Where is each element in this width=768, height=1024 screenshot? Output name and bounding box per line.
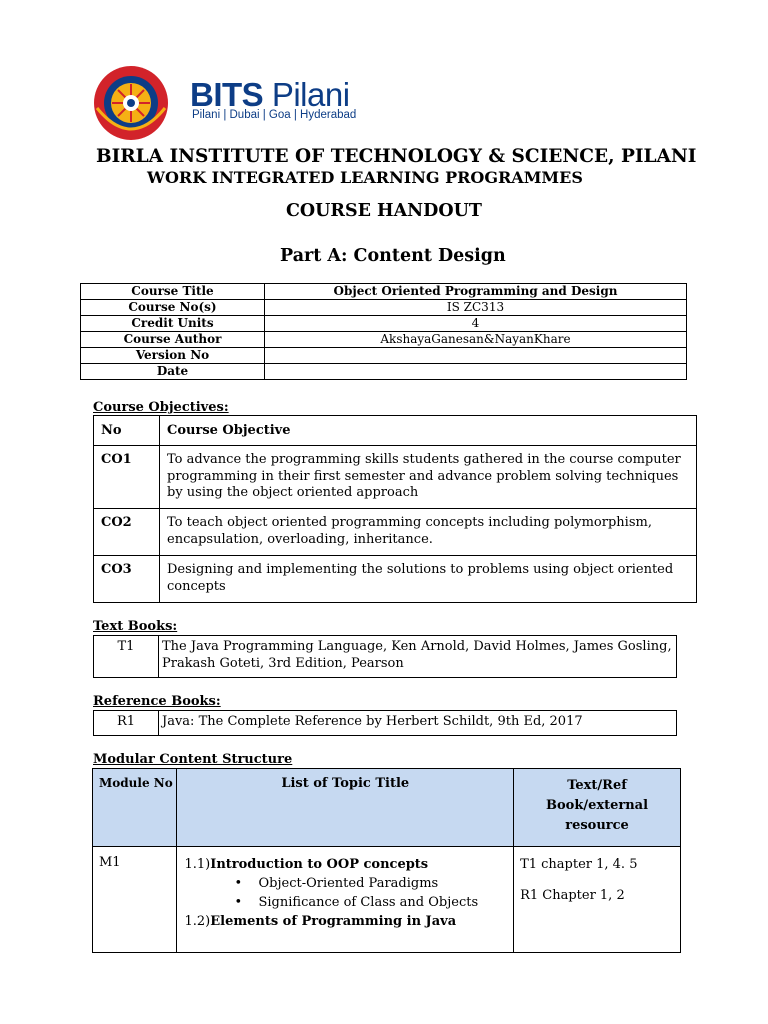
info-row — [81, 316, 687, 332]
info-row — [81, 364, 687, 380]
module-row — [93, 847, 681, 953]
reference-books-table — [93, 710, 677, 736]
info-key: Course No(s) — [81, 300, 265, 316]
objectives-label: Course Objectives: — [93, 400, 229, 415]
ref-item: R1 Chapter 1, 2 — [520, 888, 625, 903]
info-key: Credit Units — [81, 316, 265, 332]
book-code: T1 — [94, 636, 159, 678]
campus-list: Pilani | Dubai | Goa | Hyderabad — [192, 109, 357, 121]
objectives-table — [93, 415, 697, 603]
objective-row — [94, 509, 697, 556]
info-value: AkshayaGanesan&NayanKhare — [265, 332, 687, 348]
col-objective-header: Course Objective — [160, 416, 697, 446]
info-row — [81, 284, 687, 300]
module-no: M1 — [93, 847, 177, 953]
objectives-header-row — [94, 416, 697, 446]
topic-item: 1.1)Introduction to OOP concepts — [184, 857, 429, 872]
modules-table — [92, 768, 681, 953]
text-books-table — [93, 635, 677, 678]
info-value — [265, 348, 687, 364]
objective-code: CO2 — [94, 509, 160, 556]
col-module-header: Module No — [93, 769, 177, 847]
info-row — [81, 332, 687, 348]
text-books-label: Text Books: — [93, 619, 178, 634]
objective-code: CO1 — [94, 446, 160, 509]
bullet-icon: • — [234, 895, 243, 910]
subtopic-item: • Significance of Class and Objects — [234, 895, 479, 910]
reference-books-label: Reference Books: — [93, 694, 221, 709]
info-key: Date — [81, 364, 265, 380]
bits-emblem-logo — [91, 64, 186, 142]
objective-text: Designing and implementing the solutions to problems using object oriented concepts — [160, 556, 697, 603]
bits-pilani-wordmark: BITS Pilani — [190, 76, 350, 113]
programme-name: WORK INTEGRATED LEARNING PROGRAMMES — [147, 168, 583, 187]
objective-code: CO3 — [94, 556, 160, 603]
module-refs — [514, 847, 681, 953]
topic-title: Introduction to OOP concepts — [210, 857, 429, 872]
module-topics — [177, 847, 514, 953]
institute-name: BIRLA INSTITUTE OF TECHNOLOGY & SCIENCE, PILANI — [96, 146, 697, 167]
col-ref-header: Text/Ref Book/external resource — [514, 769, 681, 847]
objective-row — [94, 446, 697, 509]
info-value: IS ZC313 — [265, 300, 687, 316]
info-key: Version No — [81, 348, 265, 364]
col-topic-header: List of Topic Title — [177, 769, 514, 847]
objective-text: To teach object oriented programming concepts including polymorphism, encapsulation, overloading, inheritance. — [160, 509, 697, 556]
reference-book-row — [94, 711, 677, 736]
book-code: R1 — [94, 711, 159, 736]
info-value: 4 — [265, 316, 687, 332]
info-row — [81, 300, 687, 316]
book-text: Java: The Complete Reference by Herbert Schildt, 9th Ed, 2017 — [159, 711, 677, 736]
bullet-icon: • — [234, 876, 243, 891]
topic-list — [178, 855, 512, 931]
course-info-table — [80, 283, 687, 380]
book-text: The Java Programming Language, Ken Arnold, David Holmes, James Gosling, Prakash Goteti, 3rd Edition, Pearson — [159, 636, 677, 678]
ref-item: T1 chapter 1, 4. 5 — [520, 857, 638, 872]
modules-header-row — [93, 769, 681, 847]
document-title: COURSE HANDOUT — [286, 201, 482, 221]
objective-row — [94, 556, 697, 603]
info-key: Course Title — [81, 284, 265, 300]
col-no-header: No — [94, 416, 160, 446]
objective-text: To advance the programming skills students gathered in the course computer programming in their first semester and advance problem solving techniques by using the object oriented approach — [160, 446, 697, 509]
info-row — [81, 348, 687, 364]
subtopic-item: • Object-Oriented Paradigms — [234, 876, 439, 891]
topic-title: Elements of Programming in Java — [210, 914, 457, 929]
text-book-row — [94, 636, 677, 678]
info-key: Course Author — [81, 332, 265, 348]
modules-label: Modular Content Structure — [93, 752, 293, 767]
info-value — [265, 364, 687, 380]
topic-item: 1.2)Elements of Programming in Java — [184, 914, 457, 929]
part-heading: Part A: Content Design — [280, 246, 506, 266]
info-value: Object Oriented Programming and Design — [265, 284, 687, 300]
